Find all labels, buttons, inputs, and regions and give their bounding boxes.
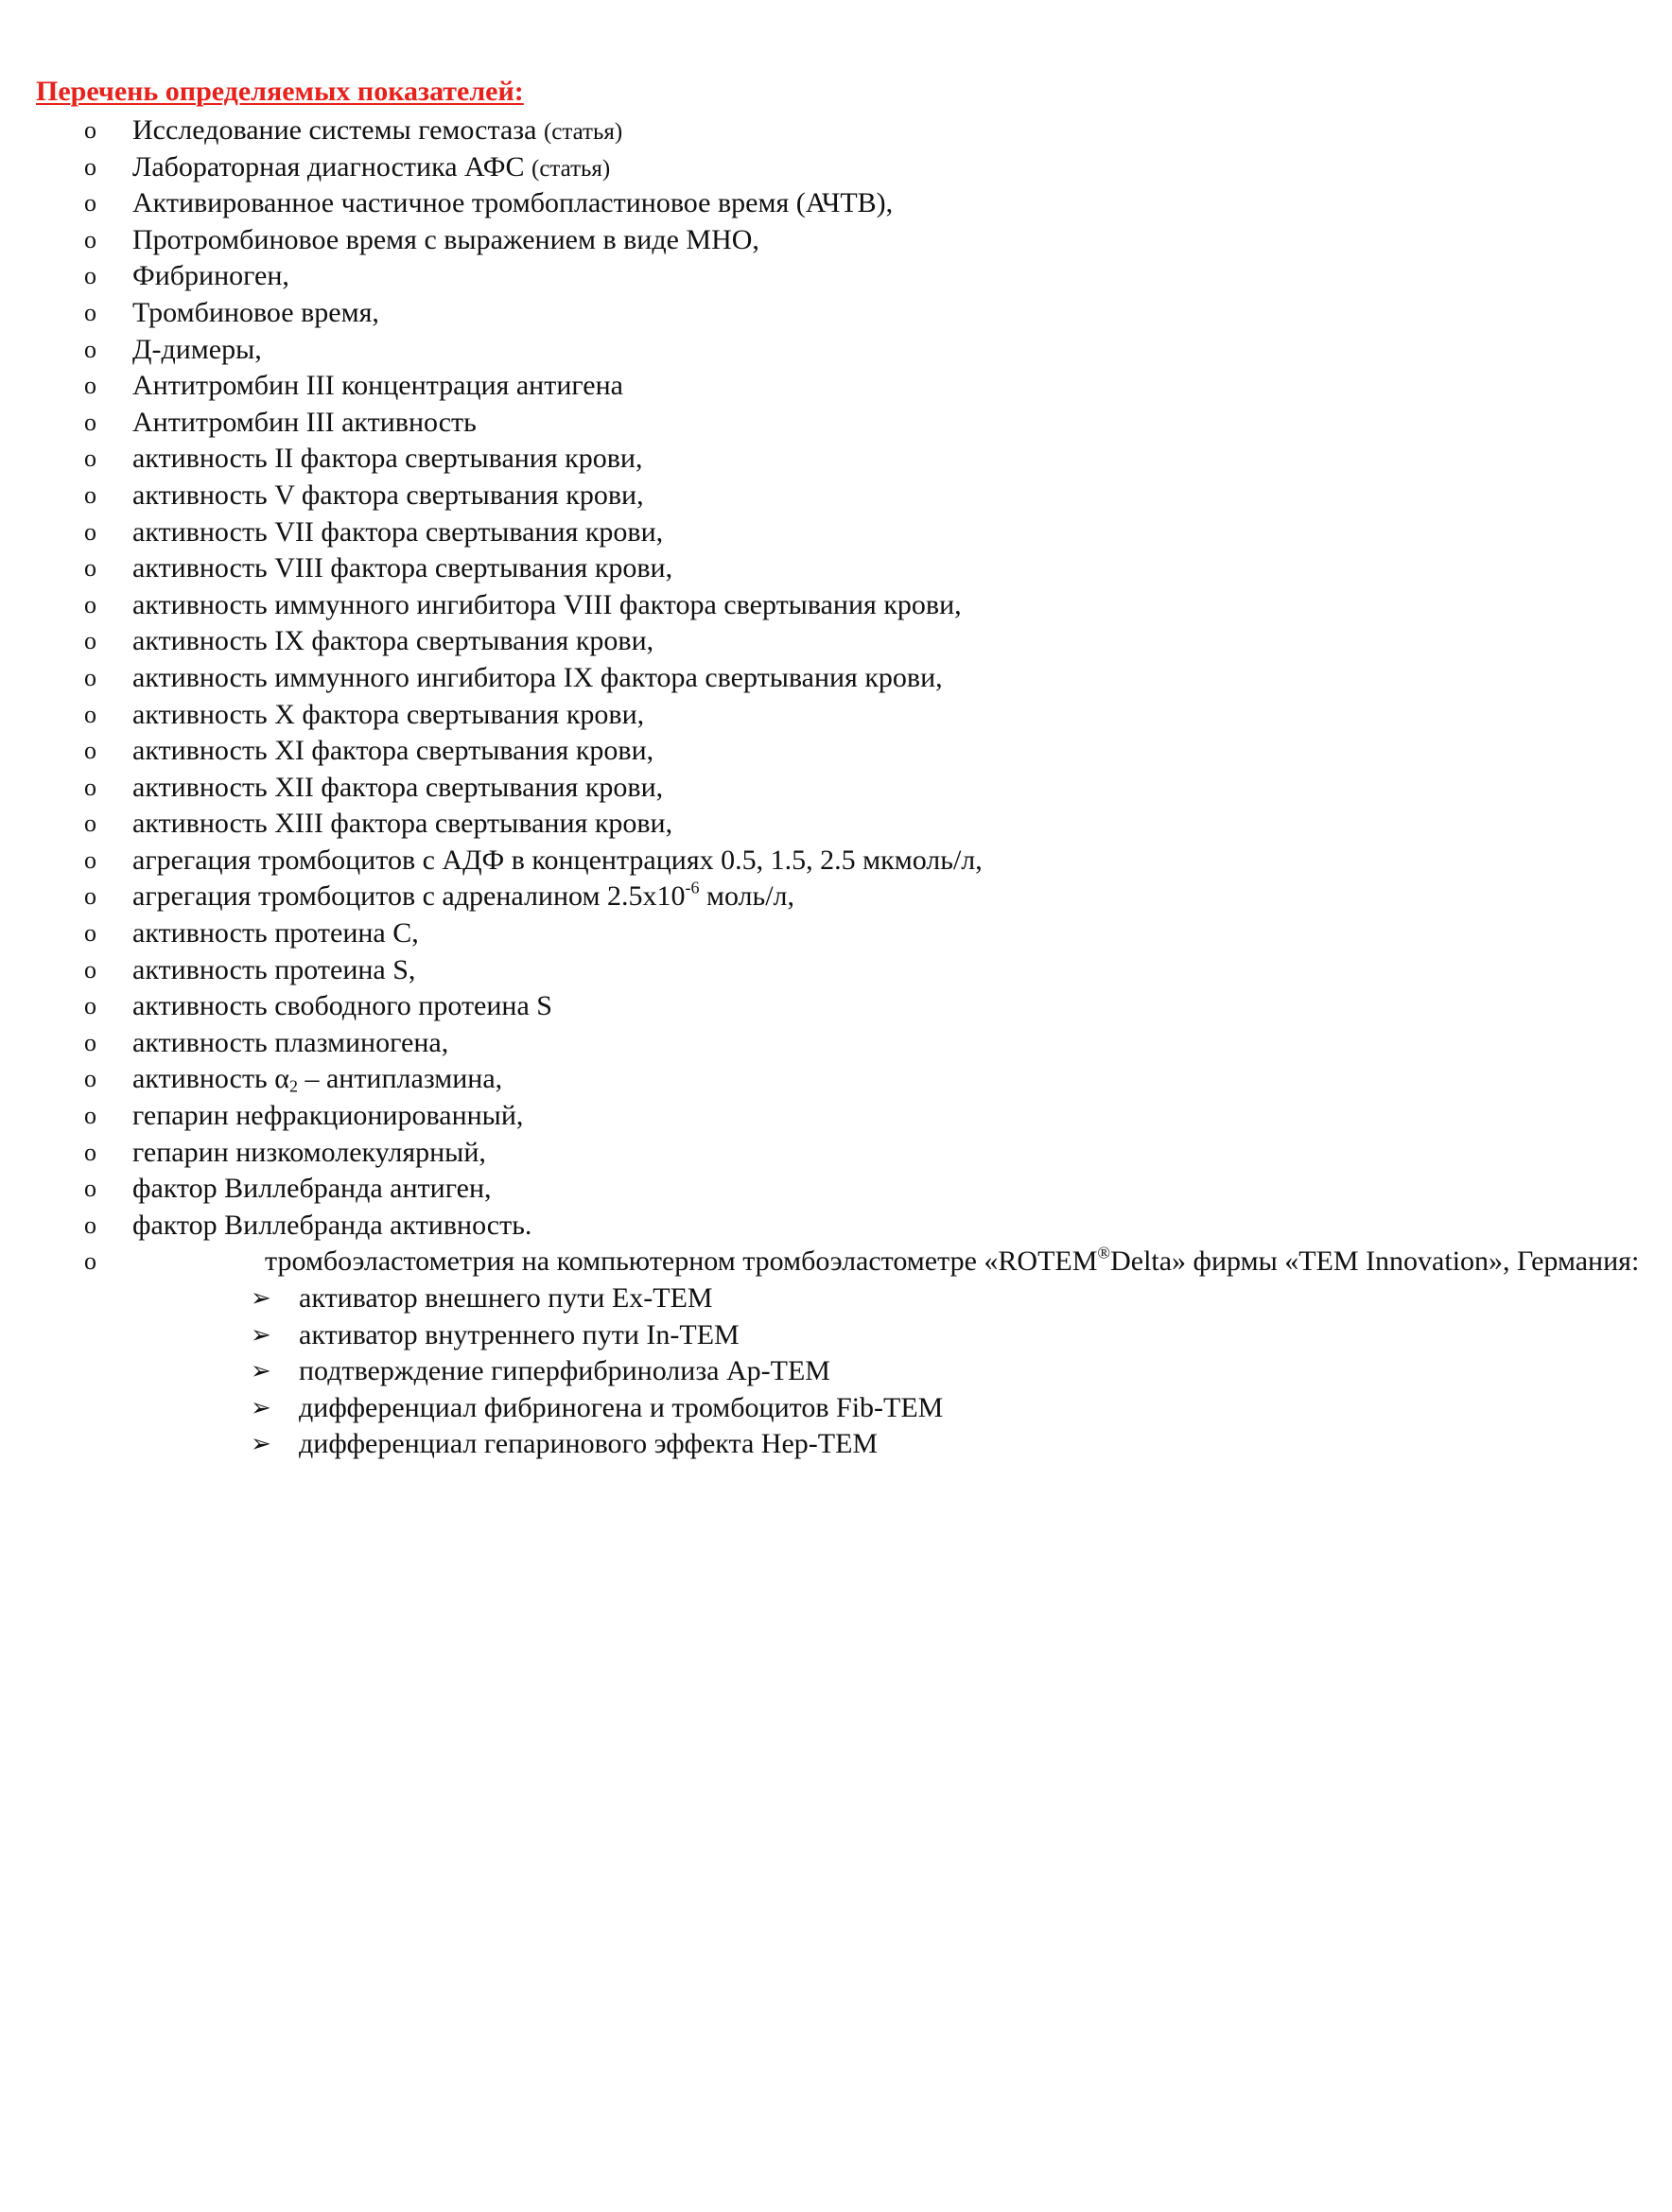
item-label: Исследование системы гемостаза bbox=[132, 114, 544, 146]
list-item bbox=[0, 478, 1564, 514]
circle-bullet-icon: o bbox=[84, 845, 96, 874]
arrow-bullet-icon: ➢ bbox=[251, 1320, 271, 1350]
list-item-text: агрегация тромбоцитов с АДФ в концентрациях 0.5, 1.5, 2.5 мкмоль/л, bbox=[132, 844, 983, 876]
list-item bbox=[0, 587, 1564, 624]
circle-bullet-icon: o bbox=[84, 773, 96, 801]
registered-mark: ® bbox=[1097, 1243, 1111, 1263]
list-item bbox=[0, 623, 1564, 660]
list-item-text bbox=[132, 113, 622, 151]
list-item-text bbox=[132, 879, 794, 915]
circle-bullet-icon: o bbox=[84, 408, 96, 436]
arrow-bullet-icon: ➢ bbox=[251, 1393, 271, 1422]
list-item bbox=[0, 1025, 1564, 1062]
circle-bullet-icon: o bbox=[84, 1175, 96, 1203]
sub-list-item-text: активатор внутреннего пути In-TEM bbox=[299, 1318, 740, 1350]
list-item-text: активность свободного протеина S bbox=[132, 990, 552, 1022]
list-item-text: гепарин низкомолекулярный, bbox=[132, 1136, 486, 1168]
circle-bullet-icon: o bbox=[84, 152, 96, 181]
circle-bullet-icon: o bbox=[84, 700, 96, 728]
sub-list-item bbox=[0, 1426, 1564, 1463]
list-item bbox=[0, 1171, 1564, 1208]
list-item bbox=[0, 660, 1564, 697]
list-item bbox=[0, 1061, 1564, 1098]
circle-bullet-icon: o bbox=[84, 992, 96, 1020]
circle-bullet-icon: o bbox=[84, 882, 96, 911]
list-item-text: гепарин нефракционированный, bbox=[132, 1100, 524, 1132]
circle-bullet-icon: o bbox=[84, 1065, 96, 1093]
list-item-text: активность протеина S, bbox=[132, 953, 416, 985]
sub-list-item-text: дифференциал гепаринового эффекта Hep-TEM bbox=[299, 1428, 879, 1460]
arrow-bullet-icon: ➢ bbox=[251, 1284, 271, 1313]
list-item-text: Д-димеры, bbox=[132, 333, 262, 365]
list-item-text: активность плазминогена, bbox=[132, 1026, 449, 1058]
list-item bbox=[0, 1135, 1564, 1172]
list-item bbox=[0, 952, 1564, 989]
indicator-list bbox=[0, 113, 1640, 1463]
circle-bullet-icon: o bbox=[84, 1211, 96, 1239]
list-item-text: активность VII фактора свертывания крови, bbox=[132, 515, 664, 548]
list-item bbox=[0, 733, 1564, 770]
list-item bbox=[0, 1098, 1564, 1135]
circle-bullet-icon: o bbox=[84, 335, 96, 363]
list-item bbox=[0, 258, 1564, 295]
list-item-text bbox=[132, 1244, 1672, 1280]
arrow-bullet-icon: ➢ bbox=[251, 1430, 271, 1459]
list-item-text: активность протеина С, bbox=[132, 917, 419, 949]
subscript: 2 bbox=[288, 1076, 298, 1096]
list-item-text: активность II фактора свертывания крови, bbox=[132, 443, 643, 475]
list-item bbox=[0, 514, 1564, 551]
circle-bullet-icon: o bbox=[84, 372, 96, 400]
circle-bullet-icon: o bbox=[84, 262, 96, 290]
circle-bullet-icon: o bbox=[84, 1102, 96, 1130]
list-item-text bbox=[132, 1061, 502, 1098]
circle-bullet-icon: o bbox=[84, 298, 96, 326]
sub-list-item bbox=[0, 1353, 1564, 1390]
list-item-text: Активированное частичное тромбопластиновое время (АЧТВ), bbox=[132, 187, 894, 219]
sub-list-item bbox=[0, 1317, 1564, 1354]
list-item bbox=[0, 113, 1564, 149]
list-item bbox=[0, 806, 1564, 843]
circle-bullet-icon: o bbox=[84, 737, 96, 765]
circle-bullet-icon: o bbox=[84, 116, 96, 144]
list-item bbox=[0, 1243, 1640, 1463]
list-item bbox=[0, 405, 1564, 442]
list-item-text: Тромбиновое время, bbox=[132, 296, 379, 328]
list-item-text: активность V фактора свертывания крови, bbox=[132, 479, 644, 511]
circle-bullet-icon: o bbox=[84, 919, 96, 948]
item-label: агрегация тромбоцитов с адреналином 2.5x10 bbox=[132, 880, 686, 913]
list-item bbox=[0, 295, 1564, 332]
item-label-suffix: моль/л, bbox=[699, 880, 794, 913]
list-item-text: Фибриноген, bbox=[132, 260, 289, 292]
list-item bbox=[0, 879, 1564, 915]
arrow-bullet-icon: ➢ bbox=[251, 1357, 271, 1386]
circle-bullet-icon: o bbox=[84, 955, 96, 984]
sub-list-item-text: дифференциал фибриногена и тромбоцитов Fib-TEM bbox=[299, 1391, 944, 1423]
list-item bbox=[0, 185, 1564, 222]
list-item-text: активность XI фактора свертывания крови, bbox=[132, 735, 654, 767]
list-item-text: активность иммунного ингибитора VIII фактора свертывания крови, bbox=[132, 588, 962, 620]
circle-bullet-icon: o bbox=[84, 517, 96, 546]
circle-bullet-icon: o bbox=[84, 480, 96, 509]
list-item-text: фактор Виллебранда антиген, bbox=[132, 1173, 492, 1205]
list-item-text: Антитромбин III активность bbox=[132, 406, 477, 438]
list-item-text: активность X фактора свертывания крови, bbox=[132, 698, 645, 730]
list-item-text: активность VIII фактора свертывания крови, bbox=[132, 552, 673, 584]
list-item bbox=[0, 988, 1564, 1025]
circle-bullet-icon: o bbox=[84, 663, 96, 691]
list-item bbox=[0, 368, 1564, 405]
list-item-text: активность IX фактора свертывания крови, bbox=[132, 625, 654, 657]
article-note-link[interactable]: (статья) bbox=[543, 119, 623, 145]
circle-bullet-icon: o bbox=[84, 444, 96, 473]
article-note-link[interactable]: (статья) bbox=[531, 155, 611, 182]
list-item bbox=[0, 915, 1564, 952]
list-item bbox=[0, 550, 1564, 587]
circle-bullet-icon: o bbox=[84, 189, 96, 218]
sub-list-item bbox=[0, 1280, 1564, 1317]
circle-bullet-icon: o bbox=[84, 554, 96, 583]
list-item-text: активность XIII фактора свертывания крови, bbox=[132, 808, 673, 840]
item-label-suffix: – антиплазмина, bbox=[297, 1063, 503, 1095]
circle-bullet-icon: o bbox=[84, 590, 96, 618]
circle-bullet-icon: o bbox=[84, 1247, 96, 1276]
sub-list-item bbox=[0, 1390, 1564, 1427]
list-item-text: активность иммунного ингибитора IX фактора свертывания крови, bbox=[132, 661, 943, 693]
page-title: Перечень определяемых показателей: bbox=[36, 76, 524, 107]
circle-bullet-icon: o bbox=[84, 810, 96, 838]
item-label: тромбоэластометрия на компьютерном тромбоэластометре «ROTEM bbox=[265, 1245, 1098, 1278]
list-item bbox=[0, 332, 1564, 369]
list-item bbox=[0, 697, 1564, 734]
list-item bbox=[0, 770, 1564, 807]
sub-list-item-text: активатор внешнего пути Ex-TEM bbox=[299, 1282, 713, 1314]
circle-bullet-icon: o bbox=[84, 627, 96, 655]
list-item bbox=[0, 1208, 1564, 1245]
item-label-suffix: Delta» фирмы «TEM Innovation», Германия: bbox=[1110, 1245, 1640, 1278]
item-label: Лабораторная диагностика АФС bbox=[132, 150, 531, 183]
list-item-text: фактор Виллебранда активность. bbox=[132, 1209, 532, 1241]
list-item-text bbox=[132, 149, 610, 188]
circle-bullet-icon: o bbox=[84, 1138, 96, 1166]
exponent: -6 bbox=[685, 878, 700, 897]
list-item bbox=[0, 843, 1564, 880]
sub-list-item-text: подтверждение гиперфибринолиза Ap-TEM bbox=[299, 1355, 830, 1387]
circle-bullet-icon: o bbox=[84, 1028, 96, 1056]
list-item-text: активность XII фактора свертывания крови, bbox=[132, 771, 664, 803]
circle-bullet-icon: o bbox=[84, 225, 96, 253]
item-label: активность α bbox=[132, 1063, 289, 1095]
rotem-assay-list bbox=[0, 1280, 1564, 1463]
list-item-text: Протромбиновое время с выражением в виде МНО, bbox=[132, 223, 759, 255]
list-item bbox=[0, 149, 1564, 186]
list-item bbox=[0, 222, 1564, 259]
list-item-text: Антитромбин III концентрация антигена bbox=[132, 370, 623, 402]
list-item bbox=[0, 441, 1564, 478]
